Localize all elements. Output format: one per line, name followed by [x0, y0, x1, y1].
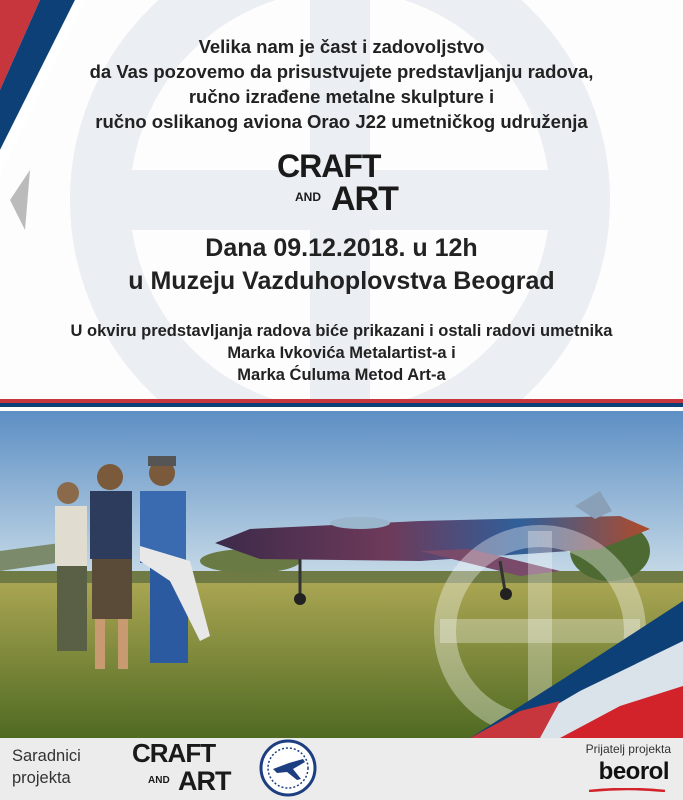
footer-logo-art: ART: [178, 766, 231, 796]
event-photo: [0, 411, 683, 738]
craft-and-art-logo: [273, 148, 413, 220]
extra-info: [0, 320, 683, 386]
extra-line-1: U okviru predstavljanja radova biće prikazani i ostali radovi umetnika: [70, 322, 613, 340]
collaborators-line-1: Saradnici: [12, 747, 81, 765]
extra-line-2: Marka Ivkovića Metalartist-a i: [227, 344, 456, 362]
flag-stripes: [0, 399, 683, 411]
invitation-line-4: ručno oslikanog aviona Orao J22 umetničkog udruženja: [95, 111, 588, 132]
invitation-line-3: ručno izrađene metalne skulpture i: [188, 86, 495, 107]
collaborators-label: [12, 745, 81, 789]
footer-logo-craft: CRAFT: [132, 738, 216, 768]
logo-and: AND: [295, 190, 321, 204]
partner-label: Prijatelj projekta: [585, 742, 671, 756]
invitation-line-2: da Vas pozovemo da prisustvujete predstavljanju radova,: [89, 61, 594, 82]
event-venue: u Muzeju Vazduhoplovstva Beograd: [128, 267, 555, 295]
logo-art: ART: [331, 180, 398, 218]
beorol-swoosh-icon: [589, 788, 665, 792]
extra-line-3: Marka Ćuluma Metod Art-a: [237, 366, 446, 384]
plane-badge-icon: [259, 739, 317, 797]
craft-and-art-footer-logo: [132, 740, 242, 796]
footer-logo-and: AND: [148, 775, 170, 786]
footer: [0, 738, 683, 800]
invitation-line-1: Velika nam je čast i zadovoljstvo: [198, 36, 485, 57]
jet-painting-illustration: [0, 411, 683, 738]
event-date: Dana 09.12.2018. u 12h: [205, 234, 478, 262]
logo-craft: CRAFT: [277, 148, 381, 184]
event-info: [0, 232, 683, 298]
invitation-text: [0, 34, 683, 134]
beorol-logo: beorol: [598, 758, 669, 785]
collaborators-line-2: projekta: [12, 769, 71, 787]
